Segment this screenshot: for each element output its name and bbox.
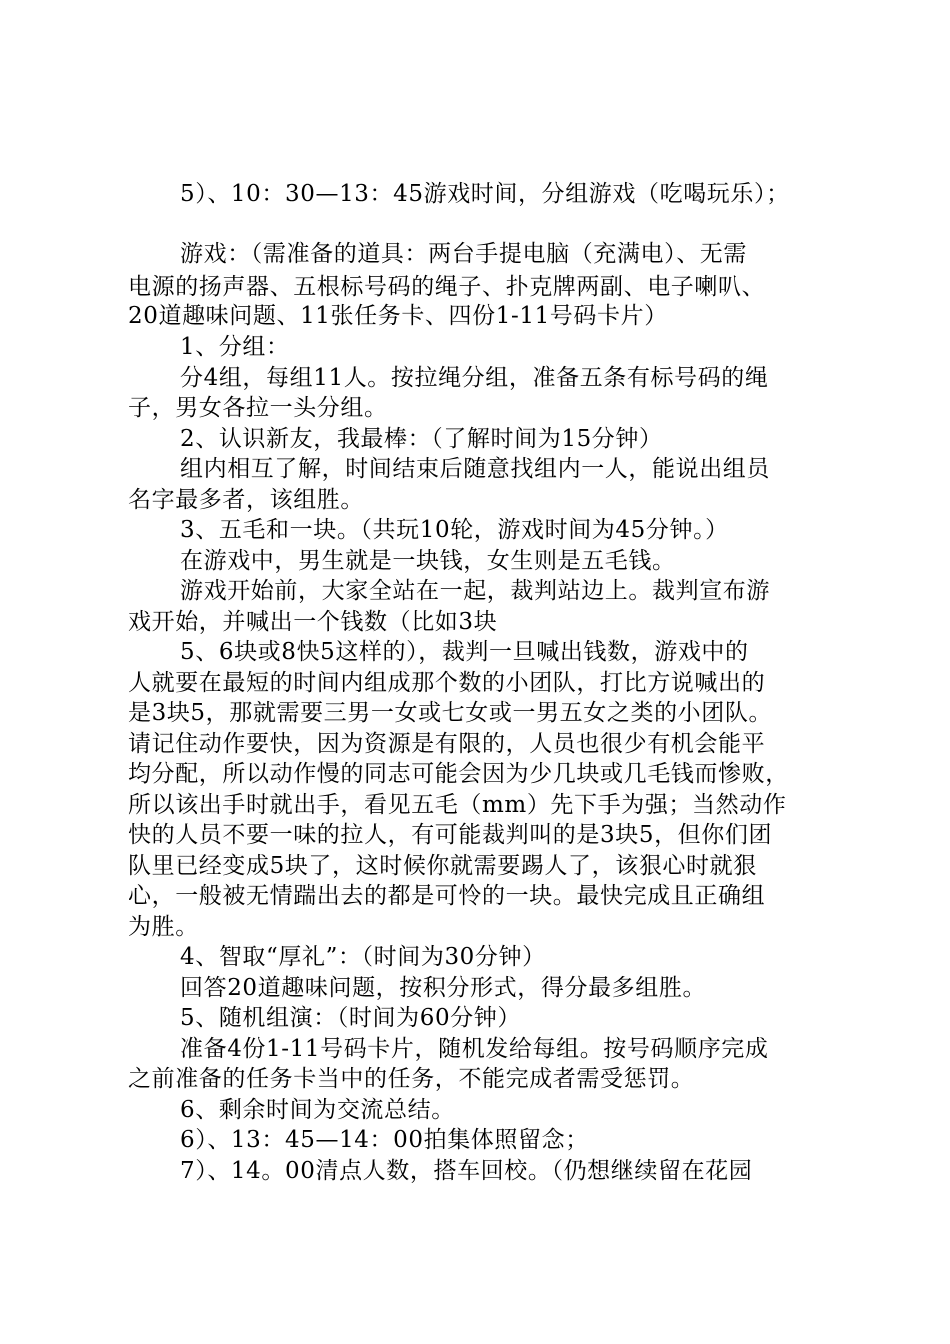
paragraph-line: 所以该出手时就出手，看见五毛（mm）先下手为强；当然动作 (128, 792, 787, 818)
paragraph-line: 均分配，所以动作慢的同志可能会因为少几块或几毛钱而惨败， (128, 761, 789, 787)
section-heading: 4、智取“厚礼”：（时间为30分钟） (180, 944, 546, 970)
paragraph-line: 为胜。 (128, 914, 199, 940)
paragraph-line: 游戏开始前，大家全站在一起，裁判站边上。裁判宣布游 (180, 578, 770, 604)
paragraph-line: 队里已经变成5块了，这时候你就需要踢人了，该狠心时就狠 (128, 853, 757, 879)
paragraph-line: 回答20道趣味问题，按积分形式，得分最多组胜。 (180, 975, 707, 1001)
paragraph-line: 5、6块或8快5这样的），裁判一旦喊出钱数，游戏中的 (180, 639, 749, 665)
paragraph-line: 请记住动作要快，因为资源是有限的，人员也很少有机会能平 (128, 731, 766, 757)
schedule-item-7: 7）、14。00清点人数，搭车回校。（仍想继续留在花园 (180, 1158, 753, 1184)
schedule-item-5: 5）、10：30—13：45游戏时间，分组游戏（吃喝玩乐）； (180, 181, 790, 207)
paragraph-line: 是3块5，那就需要三男一女或七女或一男五女之类的小团队。 (128, 700, 773, 726)
paragraph-line: 分4组，每组11人。按拉绳分组，准备五条有标号码的绳 (180, 365, 769, 391)
paragraph-line: 20道趣味问题、11张任务卡、四份1-11号码卡片） (128, 303, 668, 329)
section-heading: 2、认识新友，我最棒：（了解时间为15分钟） (180, 426, 663, 452)
paragraph-line: 游戏：（需准备的道具：两台手提电脑（充满电）、无需 (180, 241, 747, 267)
paragraph-line: 人就要在最短的时间内组成那个数的小团队，打比方说喊出的 (128, 670, 766, 696)
paragraph-line: 电源的扬声器、五根标号码的绳子、扑克牌两副、电子喇叭、 (128, 274, 766, 300)
section-heading: 5、随机组演：（时间为60分钟） (180, 1005, 521, 1031)
paragraph-line: 准备4份1-11号码卡片，随机发给每组。按号码顺序完成 (180, 1036, 769, 1062)
paragraph-line: 心，一般被无情踹出去的都是可怜的一块。最快完成且正确组 (128, 883, 766, 909)
paragraph-line: 组内相互了解，时间结束后随意找组内一人，能说出组员 (180, 456, 770, 482)
paragraph-line: 戏开始，并喊出一个钱数（比如3块 (128, 609, 498, 635)
paragraph-line: 名字最多者，该组胜。 (128, 487, 364, 513)
schedule-item-6: 6）、13：45—14：00拍集体照留念； (180, 1127, 589, 1153)
paragraph-line: 在游戏中，男生就是一块钱，女生则是五毛钱。 (180, 548, 676, 574)
paragraph-line: 快的人员不要一味的拉人，有可能裁判叫的是3块5，但你们团 (128, 822, 773, 848)
section-heading: 6、剩余时间为交流总结。 (180, 1097, 455, 1123)
section-heading: 1、分组： (180, 334, 290, 360)
section-heading: 3、五毛和一块。（共玩10轮，游戏时间为45分钟。） (180, 517, 729, 543)
paragraph-line: 之前准备的任务卡当中的任务，不能完成者需受惩罚。 (128, 1066, 695, 1092)
paragraph-line: 子，男女各拉一头分组。 (128, 395, 388, 421)
